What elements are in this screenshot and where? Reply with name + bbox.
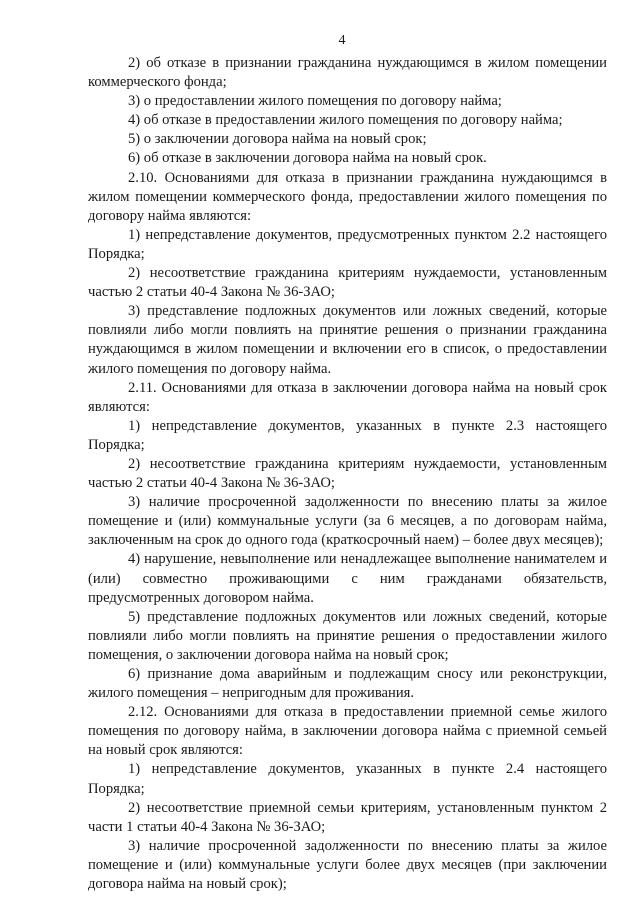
paragraph-2-12-item-3: 3) наличие просроченной задолженности по внесению платы за жилое помещение и (или) коммунальные услуги более двух месяцев (при заключении договора найма на новый срок); <box>88 837 607 893</box>
paragraph-2-10-heading: 2.10. Основаниями для отказа в признании гражданина нуждающимся в жилом помещении коммерческого фонда, предоставлении жилого помещения по договору найма являются: <box>88 169 607 224</box>
paragraph-2-10-item-3: 3) представление подложных документов или ложных сведений, которые повлияли либо могли повлиять на принятие решения о признании гражданина нуждающимся в жилом помещении и включении его в список, о предоставлении жилого помещения по договору найма. <box>88 303 607 377</box>
paragraph-2-11-item-1: 1) непредставление документов, указанных в пункте 2.3 настоящего Порядка; <box>88 417 607 453</box>
paragraph-2-11-item-3: 3) наличие просроченной задолженности по внесению платы за жилое помещение и (или) коммунальные услуги (за 6 месяцев, а по договорам найма, заключенным на срок до одного года (краткосрочный наем) – более двух месяцев); <box>88 494 607 549</box>
paragraph-2-11-heading: 2.11. Основаниями для отказа в заключении договора найма на новый срок являются: <box>88 379 607 415</box>
paragraph-2-12-heading: 2.12. Основаниями для отказа в предоставлении приемной семье жилого помещения по договору найма, в заключении договора найма с приемной семьей на новый срок являются: <box>88 704 607 759</box>
paragraph-item-5-new-term: 5) о заключении договора найма на новый срок; <box>128 131 427 148</box>
paragraph-2-11-item-2: 2) несоответствие гражданина критериям нуждаемости, установленным частью 2 статьи 40-4 Закона № 36-ЗАО; <box>88 455 607 492</box>
paragraph-2-11-item-5: 5) представление подложных документов или ложных сведений, которые повлияли либо могли повлиять на принятие решения о предоставлении жилого помещения, о заключении договора найма на новый срок; <box>88 608 607 663</box>
paragraph-2-11-item-4: 4) нарушение, невыполнение или ненадлежащее выполнение нанимателем и (или) совместно проживающими с ним гражданами обязательств, предусмотренных договором найма. <box>88 551 607 606</box>
paragraph-2-10-item-2: 2) несоответствие гражданина критериям нуждаемости, установленным частью 2 статьи 40-4 Закона № 36-ЗАО; <box>88 265 607 301</box>
paragraph-2-11-item-6: 6) признание дома аварийным и подлежащим сносу или реконструкции, жилого помещения – непригодным для проживания. <box>88 666 607 702</box>
paragraph-2-12-item-1: 1) непредставление документов, указанных в пункте 2.4 настоящего Порядка; <box>88 761 607 797</box>
paragraph-item-3-provision: 3) о предоставлении жилого помещения по договору найма; <box>128 93 502 110</box>
document-body <box>88 54 607 894</box>
paragraph-item-6-refusal-new-term: 6) об отказе в заключении договора найма на новый срок. <box>128 150 487 167</box>
paragraph-2-10-item-1: 1) непредставление документов, предусмотренных пунктом 2.2 настоящего Порядка; <box>88 226 607 262</box>
paragraph-item-2-refusal-recognition: 2) об отказе в признании гражданина нуждающимся в жилом помещении коммерческого фонда; <box>88 55 607 91</box>
page-number: 4 <box>338 33 346 48</box>
paragraph-item-4-refusal-provision: 4) об отказе в предоставлении жилого помещения по договору найма; <box>128 112 563 129</box>
paragraph-2-12-item-2: 2) несоответствие приемной семьи критериям, установленным пунктом 2 части 1 статьи 40-4 Закона № 36-ЗАО; <box>88 799 607 835</box>
